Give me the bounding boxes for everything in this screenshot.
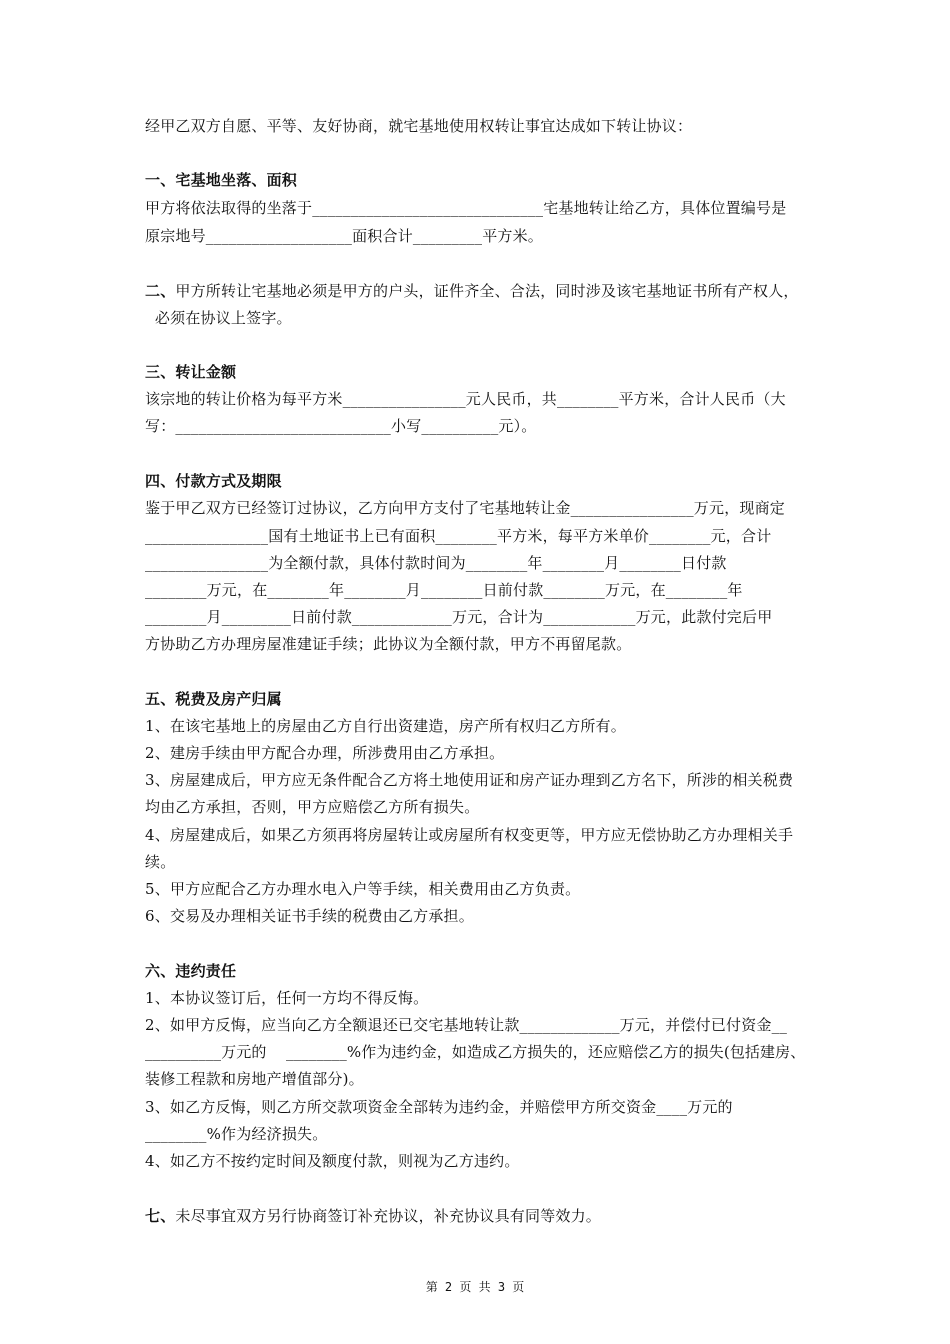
section-4-line: ________月_________日前付款_____________万元，合计为____________万元，此款付完后甲 — [145, 608, 773, 626]
section-6-item: 3、如乙方反悔，则乙方所交款项资金全部转为违约金，并赔偿甲方所交资金____万元的 — [145, 1098, 733, 1116]
section-1-line: 甲方将依法取得的坐落于______________________________宅基地转让给乙方，具体位置编号是 — [145, 199, 787, 217]
section-3-line: 写：____________________________小写__________元）。 — [145, 417, 537, 435]
section-6-item: 1、本协议签订后，任何一方均不得反悔。 — [145, 989, 429, 1007]
section-3-line: 该宗地的转让价格为每平方米________________元人民币，共________平方米，合计人民币（大 — [145, 390, 786, 408]
section-5-item: 续。 — [145, 853, 176, 871]
section-4-line: 方协助乙方办理房屋准建证手续；此协议为全额付款，甲方不再留尾款。 — [145, 635, 632, 653]
section-6-item: 2、如甲方反悔，应当向乙方全额退还已交宅基地转让款_____________万元，并偿付已付资金__ — [145, 1016, 788, 1034]
section-6-item: __________万元的 ________%作为违约金，如造成乙方损失的，还应赔偿乙方的损失(包括建房、 — [145, 1043, 806, 1061]
section-5-item: 4、房屋建成后，如果乙方须再将房屋转让或房屋所有权变更等，甲方应无偿协助乙方办理相关手 — [145, 826, 794, 844]
section-5-item: 2、建房手续由甲方配合办理，所涉费用由乙方承担。 — [145, 744, 505, 762]
section-7-line: 七、未尽事宜双方另行协商签订补充协议，补充协议具有同等效力。 — [145, 1207, 602, 1225]
section-4-line: 鉴于甲乙双方已经签订过协议，乙方向甲方支付了宅基地转让金________________万元，现商定 — [145, 499, 786, 517]
section-4-heading: 四、付款方式及期限 — [145, 472, 282, 490]
section-3-heading: 三、转让金额 — [145, 363, 237, 381]
section-6-heading: 六、违约责任 — [145, 962, 237, 980]
section-5-item: 3、房屋建成后，甲方应无条件配合乙方将土地使用证和房产证办理到乙方名下，所涉的相关税费 — [145, 771, 794, 789]
section-4-line: ________________国有土地证书上已有面积________平方米，每平方米单价________元，合计 — [145, 527, 772, 545]
section-1-line: 原宗地号___________________面积合计_________平方米。 — [145, 227, 544, 245]
intro-paragraph: 经甲乙双方自愿、平等、友好协商，就宅基地使用权转让事宜达成如下转让协议： — [145, 117, 693, 135]
section-5-item: 5、甲方应配合乙方办理水电入户等手续，相关费用由乙方负责。 — [145, 880, 581, 898]
section-4-line: ________万元，在________年________月________日前付款________万元，在________年 — [145, 581, 743, 599]
section-6-item: 装修工程款和房地产增值部分)。 — [145, 1070, 364, 1088]
section-6-item: ________%作为经济损失。 — [145, 1125, 328, 1143]
section-1-heading: 一、宅基地坐落、面积 — [145, 171, 298, 189]
section-6-item: 4、如乙方不按约定时间及额度付款，则视为乙方违约。 — [145, 1152, 520, 1170]
section-5-item: 均由乙方承担，否则，甲方应赔偿乙方所有损失。 — [145, 798, 480, 816]
section-5-item: 1、在该宅基地上的房屋由乙方自行出资建造，房产所有权归乙方所有。 — [145, 717, 626, 735]
section-2-line: 必须在协议上签字。 — [145, 309, 292, 327]
section-4-line: ________________为全额付款，具体付款时间为________年________月________日付款 — [145, 554, 727, 572]
section-2-line: 二、甲方所转让宅基地必须是甲方的户头，证件齐全、合法，同时涉及该宅基地证书所有产权人， — [145, 282, 799, 300]
page-footer: 第 2 页 共 3 页 — [425, 1280, 525, 1294]
section-5-heading: 五、税费及房产归属 — [145, 690, 282, 708]
section-5-item: 6、交易及办理相关证书手续的税费由乙方承担。 — [145, 907, 474, 925]
